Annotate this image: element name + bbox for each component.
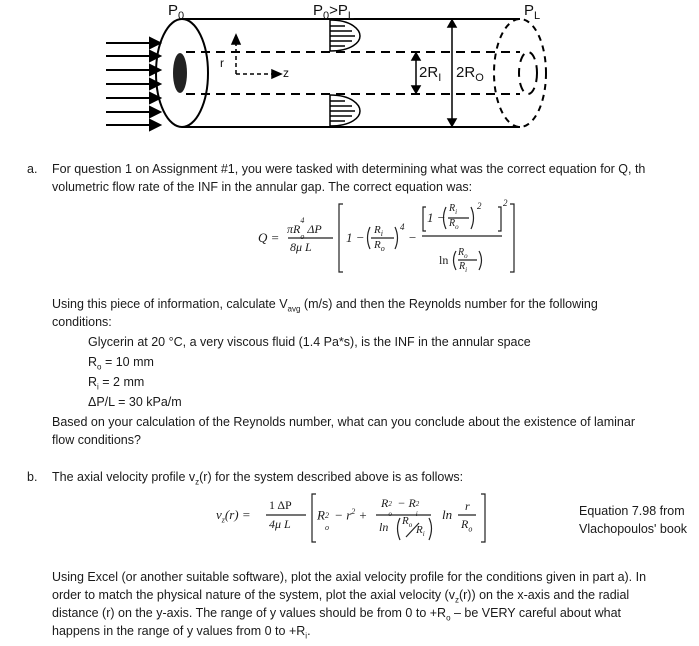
part-a-intro-line2: volumetric flow rate of the INF in the annular gap. The correct equation was: <box>52 180 473 194</box>
calc-line1: Using this piece of information, calculate $V_{avg}$ (m/s) and then the Reynolds number for the following <box>52 297 598 314</box>
equation-q <box>258 198 518 278</box>
label-p0: $P_0$ <box>168 2 185 22</box>
label-z: z <box>283 66 289 80</box>
eq-vz-r-num: r <box>465 499 470 513</box>
eq-vz-frac-den-ro: $R_o$ <box>402 515 413 530</box>
condition-dp: ΔP/L = 30 kPa/m <box>88 395 182 409</box>
annulus-diagram-svg <box>0 0 699 150</box>
eq-q-ro: $R_o$ <box>374 239 385 254</box>
label-pl: $P_L$ <box>524 2 541 22</box>
conclude-line1: Based on your calculation of the Reynolds number, what can you conclude about the existence of laminar <box>52 415 635 429</box>
part-b-intro: The axial velocity profile $v_z(r)$ for the system described above is as follows: <box>52 470 464 487</box>
conclude-line2: flow conditions? <box>52 433 141 447</box>
plot-line4: happens in the range of y values from 0 to $+R_i$. <box>52 624 311 641</box>
part-b-letter: b. <box>27 470 38 484</box>
annulus-diagram <box>0 0 699 150</box>
eq-q-inner-ri: $R_i$ <box>449 203 458 216</box>
eq-vz-ln: ln <box>442 507 453 522</box>
part-a-intro-line1: For question 1 on Assignment #1, you were tasked with determining what was the correct equation for Q, th <box>52 162 646 176</box>
inner-cylinder-entrance <box>173 53 187 93</box>
label-p0-gt-pl: $P_0>P_L$ <box>313 2 355 22</box>
calc-line2: conditions: <box>52 315 112 329</box>
eq-q-one-minus: 1 − <box>346 230 365 245</box>
eq-q-pow4: 4 <box>400 222 405 232</box>
eq-vz-coef-num: 1 ΔP <box>269 498 292 512</box>
label-2ro: $2R_O$ <box>456 64 484 84</box>
eq-vz-frac-den-ln: ln <box>379 520 389 534</box>
equation-note-line1: Equation 7.98 from <box>579 504 685 518</box>
inner-cylinder <box>186 52 537 94</box>
eq-vz-label: $v_z(r)$ = <box>216 507 251 525</box>
eq-q-inner-one-minus: 1 − <box>427 210 446 225</box>
eq-q-ln: ln <box>439 253 449 267</box>
plot-line1: Using Excel (or another suitable software), plot the axial velocity profile for the conditions given in part a). In <box>52 570 647 584</box>
condition-ri: $R_i = 2$ mm <box>88 375 145 392</box>
inflow-arrows <box>106 38 160 130</box>
eq-q-coef-den: 8μ L <box>290 240 312 254</box>
eq-q-ln-ri: $R_i$ <box>459 261 468 274</box>
equation-note-line2: Vlachopoulos' book <box>579 522 688 536</box>
eq-vz-coef-den: 4μ L <box>269 517 291 531</box>
condition-ro: $R_o = 10$ mm <box>88 355 154 372</box>
velocity-profiles <box>330 20 360 126</box>
coordinate-axes <box>232 35 281 78</box>
condition-fluid: Glycerin at 20 °C, a very viscous fluid (1.4 Pa*s), is the INF in the annular space <box>88 335 531 349</box>
label-r: r <box>220 56 224 70</box>
eq-q-ri: $R_i$ <box>374 224 383 239</box>
eq-q-ln-ro: $R_o$ <box>458 247 468 260</box>
plot-line2: order to match the physical nature of the system, plot the axial velocity $(v_z(r))$ on the x-axis and the radial <box>52 588 630 605</box>
eq-vz-ro2-minus-r2: R 2 o − $r^2$ + <box>317 507 368 533</box>
eq-q-inner-ro: $R_o$ <box>449 218 459 231</box>
plot-line3: distance (r) on the y-axis. The range of y values should be from 0 to $+R_o$ – be VERY careful about what <box>52 606 622 623</box>
label-2ri: $2R_I$ <box>419 64 442 84</box>
eq-q-coef-num: πR 4 $_o$ ΔP <box>287 216 322 242</box>
eq-vz-r-den: $R_o$ <box>461 517 473 534</box>
eq-vz-frac-num: R 2 o − R 2 i <box>381 496 420 518</box>
eq-q-inner-pow2: 2 <box>477 201 482 211</box>
eq-q-minus: − <box>408 230 417 245</box>
eq-q-label: Q = <box>258 230 280 245</box>
equation-vz <box>216 490 506 546</box>
eq-vz-frac-den-ri: $R_i$ <box>416 524 425 539</box>
eq-q-outer-pow2: 2 <box>503 198 508 208</box>
part-a-letter: a. <box>27 162 38 176</box>
